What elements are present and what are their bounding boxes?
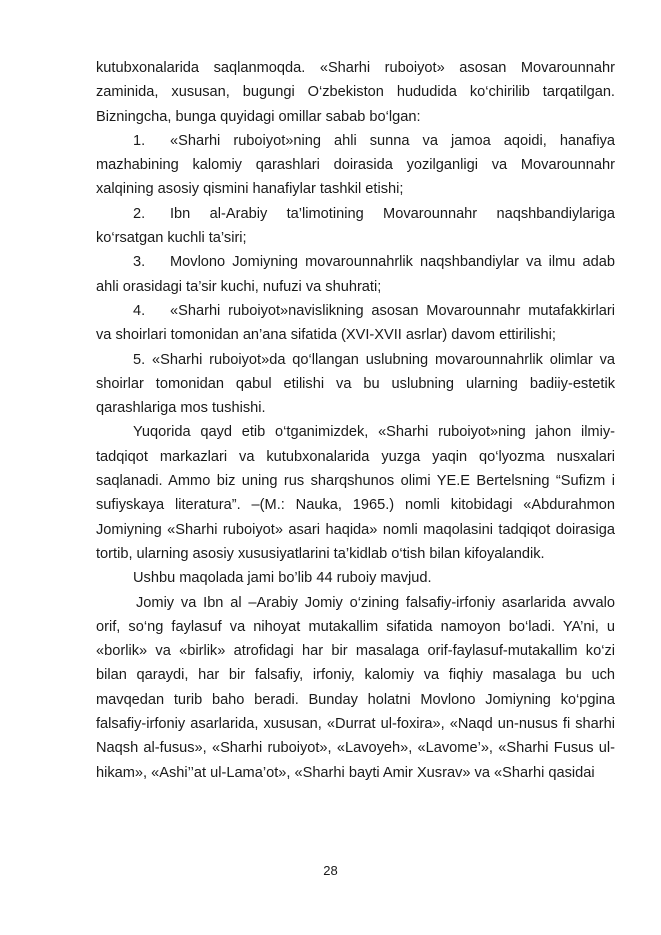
paragraph-manuscripts: Yuqorida qayd etib o‘tganimizdek, «Sharhi ruboiyot»ning jahon ilmiy-tadqiqot markazlari va kutubxonalarida yuzga yaqin qo‘lyozma nusxalari saqlanadi. Ammo biz uning rus sharqshunos olimi YE.E Bertelsning “Sufizm i sufiyskaya literatura”. –(M.: Nauka, 1965.) nomli kitobidagi «Abdurahmon Jomiyning «Sharhi ruboiyot» asari haqida» nomli maqolasini tadqiqot doirasiga tortib, ularning asosiy xususiyatlarini ta’kidlab o‘tish bilan kifoyalandik. xyxy=(96,424,615,562)
list-item-text: Movlono Jomiyning movarounnahrlik naqshbandiylar va ilmu adab ahli orasidagi ta’sir kuchi, nufuzi va shuhrati; xyxy=(96,254,615,295)
list-item-text: Ibn al-Arabiy ta’limotining Movarounnahr naqshbandiylariga ko‘rsatgan kuchli ta’siri; xyxy=(96,205,615,247)
list-number: 1. xyxy=(133,132,146,149)
document-body xyxy=(96,56,615,785)
list-number: 2. xyxy=(133,205,146,222)
paragraph-intro: kutubxonalarida saqlanmoqda. «Sharhi ruboiyot» asosan Movarounnahr zaminida, xususan, bugungi O‘zbekiston hududida ko‘chirilib tarqatilgan. Bizningcha, bunga quyidagi omillar sabab bo‘lgan: xyxy=(96,60,615,125)
list-item-3 xyxy=(96,250,615,299)
list-number: 4. xyxy=(133,302,146,319)
list-item-4 xyxy=(96,299,615,348)
paragraph-jomiy-ibn-arabiy: Jomiy va Ibn al –Arabiy Jomiy o‘zining falsafiy-irfoniy asarlarida avvalo orif, so‘ng faylasuf va nihoyat mutakallim sifatida namoyon bo‘ladi. YA’ni, u «borlik» va «birlik» atrofidagi har bir masalaga orif-faylasuf-mutakallim ko‘zi bilan qaraydi, har bir falsafiy, irfoniy, kalomiy va fiqhiy masalaga bu uch mavqedan turib baho beradi. Bunday holatni Movlono Jomiyning ko‘pgina falsafiy-irfoniy asarlarida, xususan, «Durrat ul-foxira», «Naqd un-nusus fi sharhi Naqsh al-fusus», «Sharhi ruboiyot», «Lavoyeh», «Lavome’», «Sharhi Fusus ul-hikam», «Ashi’’at ul-Lama’ot», «Sharhi bayti Amir Xusrav» va «Sharhi qasidai xyxy=(96,594,615,781)
list-item-text: «Sharhi ruboiyot»navislikning asosan Movarounnahr mutafakkirlari va shoirlari tomonidan an’ana sifatida (XVI-XVII asrlar) davom ettirilishi; xyxy=(96,302,615,344)
list-item-text: «Sharhi ruboiyot»ning ahli sunna va jamoa aqoidi, hanafiya mazhabining kalomiy qarashlari doirasida yozilganligi va Movarounnahr xalqining asosiy qismini hanafiylar tashkil etishi; xyxy=(96,132,615,198)
list-item-2 xyxy=(96,202,615,251)
page-number: 28 xyxy=(323,863,338,878)
paragraph-ruboiy-count: Ushbu maqolada jami bo’lib 44 ruboiy mavjud. xyxy=(133,570,432,587)
list-number: 3. xyxy=(133,254,146,271)
list-item-1 xyxy=(96,129,615,202)
list-item-5: 5. «Sharhi ruboiyot»da qo‘llangan uslubning movarounnahrlik olimlar va shoirlar tomonidan qabul etilishi va bu uslubning ularning badiiy-estetik qarashlariga mos tushishi. xyxy=(96,351,615,417)
